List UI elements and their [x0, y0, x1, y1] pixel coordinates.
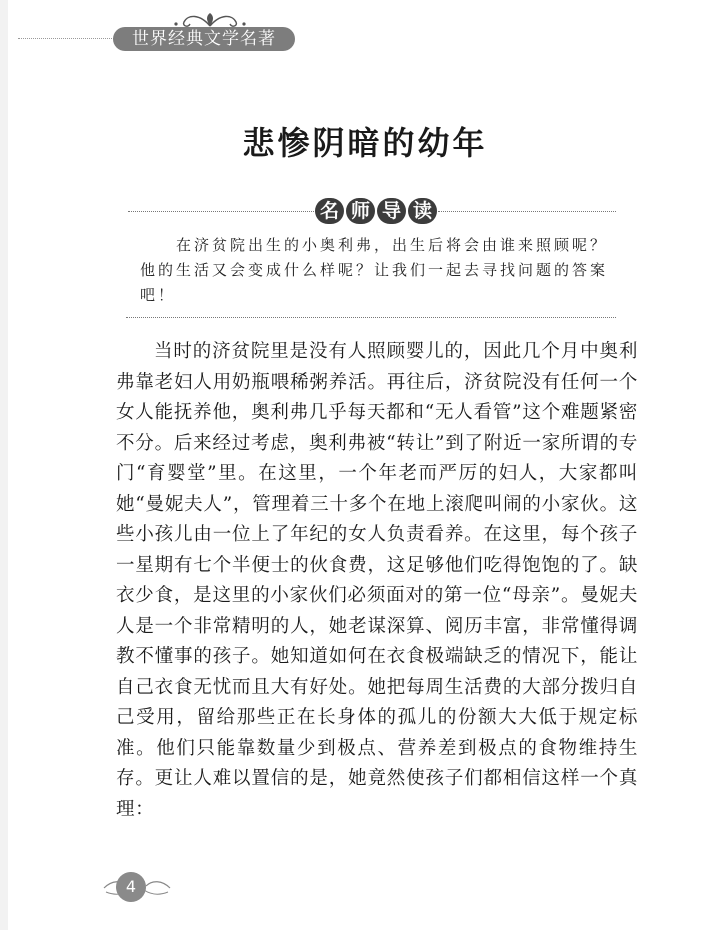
- guide-dotted-rule-bottom: [126, 317, 616, 318]
- book-page: [8, 0, 722, 930]
- header-dotted-rule: [18, 38, 118, 39]
- guide-label-char: 读: [408, 198, 437, 224]
- chapter-title: 悲惨阴暗的幼年: [242, 124, 488, 162]
- guide-label-char: 导: [377, 198, 406, 224]
- guide-label-char: 师: [346, 198, 375, 224]
- guide-label: [315, 198, 439, 226]
- guide-text: 在济贫院出生的小奥利弗，出生后将会由谁来照顾呢？他的生活又会变成什么样呢？让我们一起去寻找问题的答案吧！: [140, 236, 609, 304]
- series-name-badge: 世界经典文学名著: [113, 27, 295, 51]
- guide-dotted-rule-left: [128, 211, 318, 212]
- guide-dotted-rule-right: [438, 211, 616, 212]
- guide-label-char: 名: [315, 198, 344, 224]
- body-paragraph: 当时的济贫院里是没有人照顾婴儿的，因此几个月中奥利弗靠老妇人用奶瓶喂稀粥养活。再往后，济贫院没有任何一个女人能抚养他，奥利弗几乎每天都和“无人看管”这个难题紧密不分。后来经过考虑，奥利弗被“转让”到了附近一家所谓的专门“育婴堂”里。在这里，一个年老而严厉的妇人，大家都叫她“曼妮夫人”，管理着三十多个在地上滚爬叫闹的小家伙。这些小孩儿由一位上了年纪的女人负责看养。在这里，每个孩子一星期有七个半便士的伙食费，这足够他们吃得饱饱的了。缺衣少食，是这里的小家伙们必须面对的第一位“母亲”。曼妮夫人是一个非常精明的人，她老谋深算、阅历丰富，非常懂得调教不懂事的孩子。她知道如何在衣食极端缺乏的情况下，能让自己衣食无忧而且大有好处。她把每周生活费的大部分拨归自己受用，留给那些正在长身体的孤儿的份额大大低于规定标准。他们只能靠数量少到极点、营养差到极点的食物维持生存。更让人难以置信的是，她竟然使孩子们都相信这样一个真理：: [116, 341, 638, 820]
- page-number: 4: [116, 872, 146, 902]
